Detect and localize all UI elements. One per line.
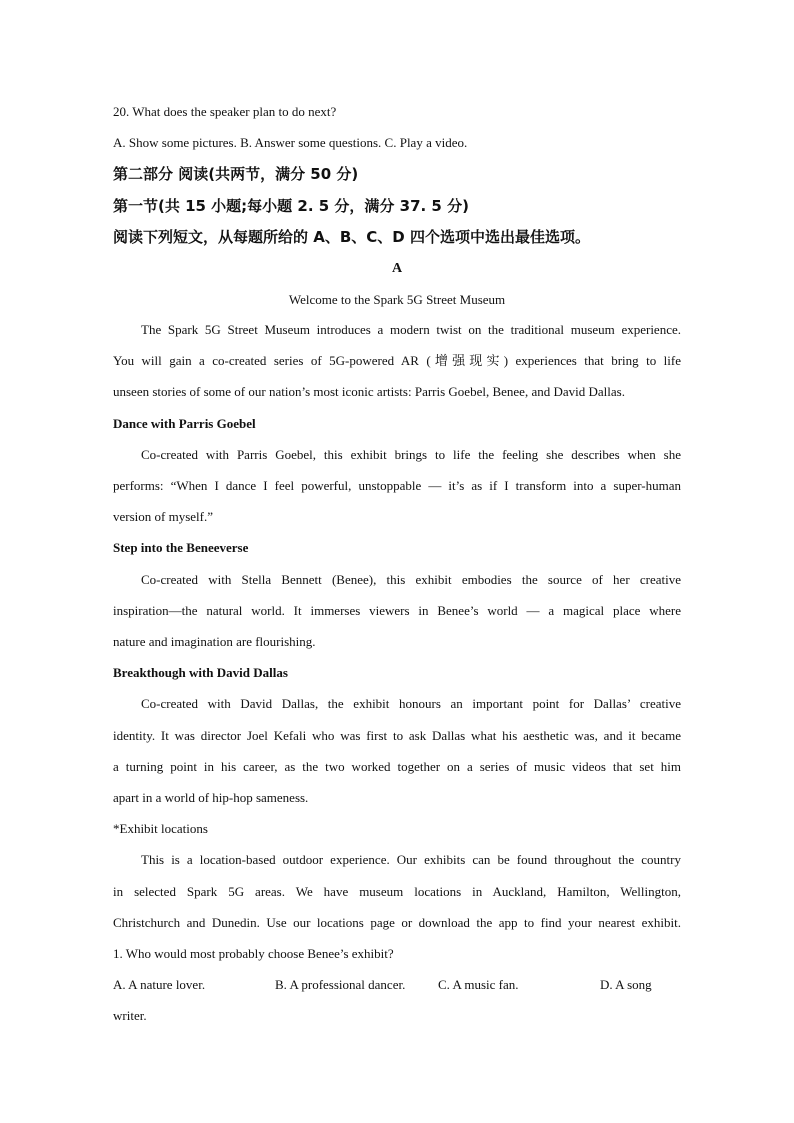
q1-option-d: D. A song [600,977,652,992]
section-line: inspiration—the natural world. It immerses viewers in Benee’s world — a magical place where [113,603,681,618]
q20-question: 20. What does the speaker plan to do next? [113,104,337,119]
part-title: 第二部分 阅读(共两节，满分 50 分) [113,165,359,183]
passage-title: Welcome to the Spark 5G Street Museum [288,292,506,307]
section-line: Co-created with Stella Bennett (Benee), this exhibit embodies the source of her creative [141,572,681,587]
section-line: identity. It was director Joel Kefali who was first to ask Dallas what his aesthetic was, and it became [113,728,681,743]
q20-options: A. Show some pictures. B. Answer some questions. C. Play a video. [113,135,468,150]
section-heading: Step into the Beneeverse [113,540,249,555]
passage-label: A [391,261,403,276]
section-line: a turning point in his career, as the two worked together on a series of music videos that set him [113,759,681,774]
section-line: Christchurch and Dunedin. Use our locations page or download the app to find your nearest exhibit. [113,915,681,930]
section-line: Co-created with David Dallas, the exhibit honours an important point for Dallas’ creative [141,696,681,711]
intro-line: unseen stories of some of our nation’s most iconic artists: Parris Goebel, Benee, and David Dallas. [113,384,625,399]
section-heading: Breakthough with David Dallas [113,665,288,680]
q1-option-b: B. A professional dancer. [275,977,406,992]
section-line: This is a location-based outdoor experience. Our exhibits can be found throughout the country [141,852,681,867]
section-line: performs: “When I dance I feel powerful, unstoppable — it’s as if I transform into a super-human [113,478,681,493]
subsection-title: 第一节(共 15 小题;每小题 2. 5 分，满分 37. 5 分) [113,197,469,215]
section-heading: Dance with Parris Goebel [113,416,256,431]
section-line: apart in a world of hip-hop sameness. [113,790,309,805]
intro-line: You will gain a co-created series of 5G-powered AR (增强现实) experiences that bring to life [113,353,681,368]
section-line: version of myself.” [113,509,214,524]
intro-line: The Spark 5G Street Museum introduces a modern twist on the traditional museum experience. [141,322,681,337]
section-line: Co-created with Parris Goebel, this exhibit brings to life the feeling she describes when she [141,447,681,462]
q1-question: 1. Who would most probably choose Benee’s exhibit? [113,946,394,961]
instruction: 阅读下列短文，从每题所给的 A、B、C、D 四个选项中选出最佳选项。 [113,228,590,246]
q1-option-c: C. A music fan. [438,977,519,992]
section-line: in selected Spark 5G areas. We have museum locations in Auckland, Hamilton, Wellington, [113,884,681,899]
section-heading: *Exhibit locations [113,821,208,836]
q1-option-a: A. A nature lover. [113,977,206,992]
section-line: nature and imagination are flourishing. [113,634,316,649]
q1-option-d-wrap: writer. [113,1008,147,1023]
